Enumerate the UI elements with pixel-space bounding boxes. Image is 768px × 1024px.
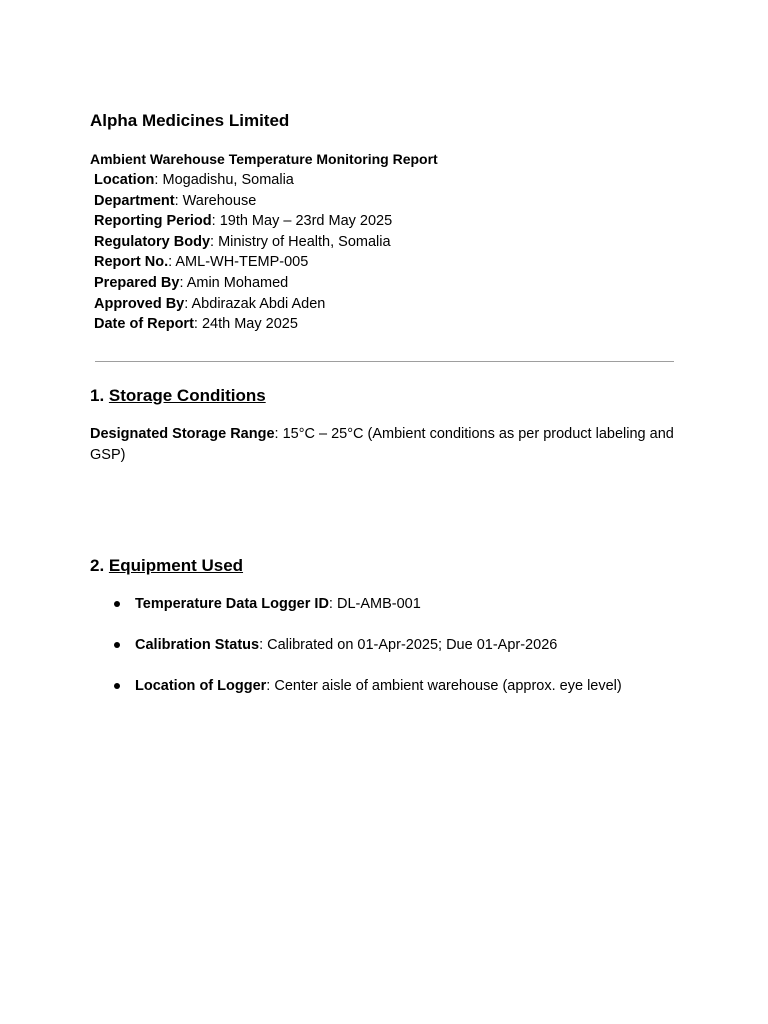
meta-value: Mogadishu, Somalia (162, 172, 294, 188)
storage-range-paragraph (90, 424, 690, 465)
report-title: Ambient Warehouse Temperature Monitoring Report (90, 151, 438, 167)
meta-value: 24th May 2025 (201, 316, 298, 333)
item-separator: : (259, 637, 268, 653)
meta-label: Regulatory Body (94, 233, 211, 250)
meta-label: Prepared By (94, 274, 180, 291)
meta-row-prepared-by (94, 273, 392, 294)
meta-row-approved-by (94, 294, 392, 315)
item-label: Temperature Data Logger ID (135, 596, 329, 612)
meta-separator: : (174, 192, 183, 209)
meta-row-department (94, 191, 392, 212)
meta-separator: : (193, 316, 202, 333)
storage-range-value: 15°C – 25°C (Ambient conditions as per product labeling and GSP) (90, 426, 674, 463)
list-item (112, 594, 712, 614)
meta-row-date-of-report (94, 314, 392, 335)
bullet-icon (114, 642, 120, 648)
section-heading-storage-conditions (90, 386, 266, 406)
item-separator: : (266, 678, 275, 694)
horizontal-divider (95, 361, 674, 362)
bullet-icon (114, 683, 120, 689)
meta-separator: : (211, 213, 220, 230)
section-number: 2. (90, 556, 109, 575)
item-label: Location of Logger (135, 678, 267, 694)
meta-label: Date of Report (94, 316, 194, 333)
meta-separator: : (154, 172, 163, 188)
company-name: Alpha Medicines Limited (90, 111, 290, 130)
meta-value: Ministry of Health, Somalia (218, 233, 391, 250)
meta-separator: : (210, 233, 219, 250)
meta-label: Department (94, 192, 175, 209)
meta-row-reporting-period (94, 211, 392, 232)
meta-value: Abdirazak Abdi Aden (191, 295, 326, 312)
meta-row-regulatory-body (94, 232, 392, 253)
list-item (112, 635, 712, 655)
meta-value: Amin Mohamed (186, 274, 289, 291)
item-value: Calibrated on 01-Apr-2025; Due 01-Apr-2026 (267, 637, 558, 653)
section-number: 1. (90, 386, 109, 405)
item-value: Center aisle of ambient warehouse (approx. eye level) (274, 678, 622, 694)
meta-label: Report No. (94, 254, 169, 271)
meta-separator: : (179, 274, 187, 291)
list-item (112, 676, 712, 696)
meta-row-report-no (94, 252, 392, 273)
storage-range-label: Designated Storage Range (90, 426, 275, 442)
section-title: Equipment Used (108, 556, 244, 575)
meta-value: Warehouse (182, 192, 257, 209)
item-value: DL-AMB-001 (336, 596, 421, 612)
meta-separator: : (184, 295, 192, 312)
meta-value: 19th May – 23rd May 2025 (219, 213, 393, 230)
meta-row-location (94, 170, 392, 191)
meta-label: Approved By (94, 295, 185, 312)
meta-value: AML-WH-TEMP-005 (175, 254, 309, 271)
item-label: Calibration Status (135, 637, 260, 653)
section-heading-equipment-used (90, 556, 243, 576)
report-metadata (94, 170, 392, 335)
meta-label: Location (94, 172, 155, 188)
storage-range-separator: : (274, 426, 283, 442)
meta-separator: : (168, 254, 176, 271)
section-title: Storage Conditions (108, 386, 266, 405)
item-separator: : (328, 596, 337, 612)
bullet-icon (114, 601, 120, 607)
equipment-list (112, 594, 712, 717)
meta-label: Reporting Period (94, 213, 212, 230)
